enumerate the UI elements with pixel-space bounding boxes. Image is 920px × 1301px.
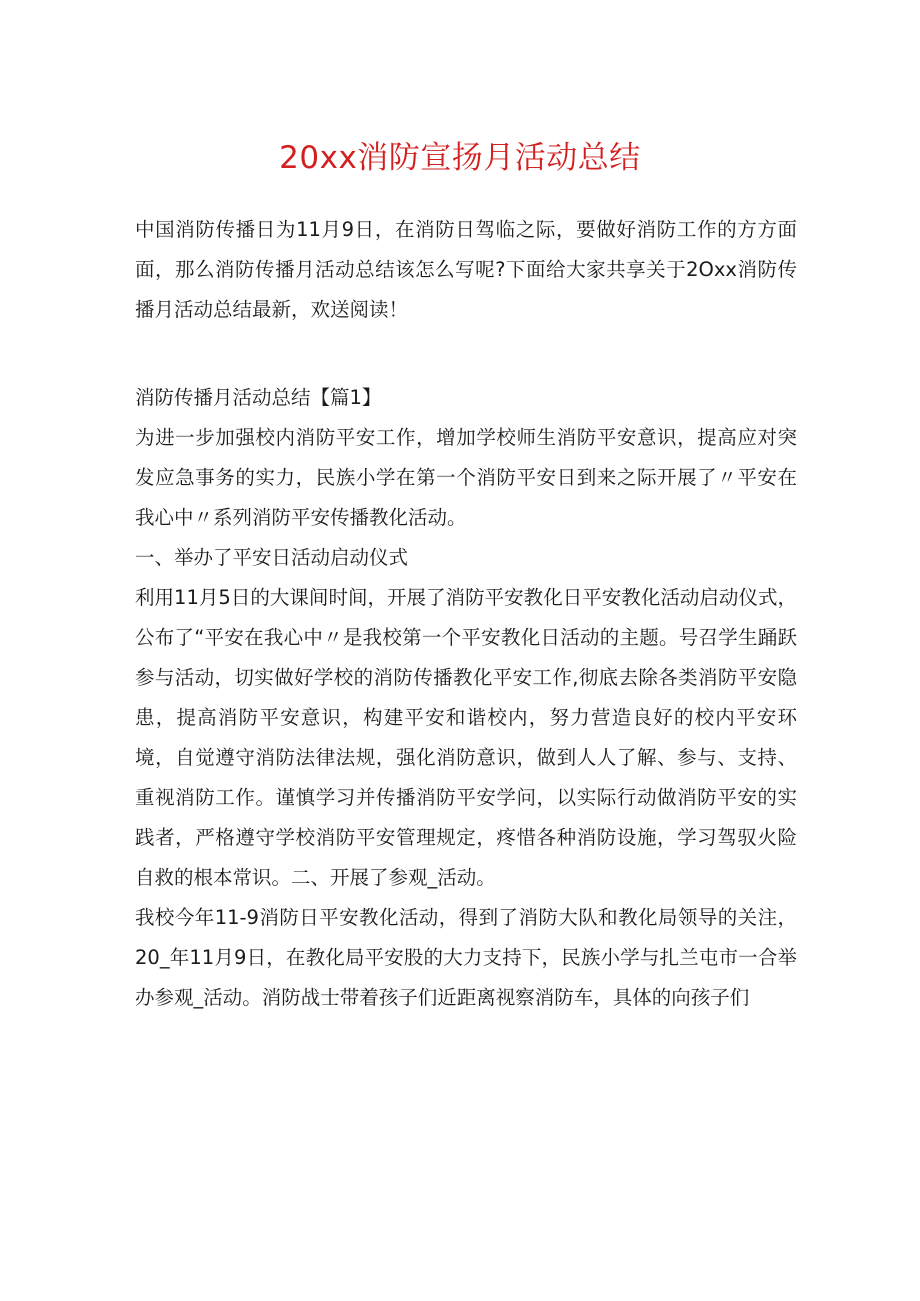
section-heading: 消防传播月活动总结【篇1】: [135, 386, 382, 409]
intro-paragraph: 中国消防传播日为11月9日，在消防日驾临之际，要做好消防工作的方方面面，那么消防传播月活动总结该怎么写呢?下面给大家共享关于2Oxx消防传播月活动总结最新，欢送阅读！: [135, 218, 797, 321]
body-paragraph: 我校今年11-9消防日平安教化活动，得到了消防大队和教化局领导的关注，20_年11月9日，在教化局平安股的大力支持下，民族小学与扎兰屯市一合举办参观_活动。消防战士带着孩子们近距离视察消防车，具体的向孩子们: [135, 906, 797, 1009]
document-title: 20xx消防宣扬月活动总结: [279, 140, 641, 176]
body-paragraph: 利用11月5日的大课间时间，开展了消防平安教化日平安教化活动启动仪式，公布了“平安在我心中〃是我校第一个平安教化日活动的主题。号召学生踊跃参与活动，切实做好学校的消防传播教化平安工作,彻底去除各类消防平安隐患，提高消防平安意识，构建平安和谐校内，努力营造良好的校内平安环境，自觉遵守消防法律法规，强化消防意识，做到人人了解、参与、支持、重视消防工作。谨慎学习并传播消防平安学问，以实际行动做消防平安的实践者，严格遵守学校消防平安管理规定，疼惜各种消防设施，学习驾驭火险自救的根本常识。二、开展了参观_活动。: [135, 586, 797, 889]
document-body: [135, 210, 797, 1018]
subsection-heading: 一、举办了平安日活动启动仪式: [135, 546, 409, 569]
body-paragraph: 为进一步加强校内消防平安工作，增加学校师生消防平安意识，提高应对突发应急事务的实力，民族小学在第一个消防平安日到来之际开展了〃平安在我心中〃系列消防平安传播教化活动。: [135, 426, 797, 529]
